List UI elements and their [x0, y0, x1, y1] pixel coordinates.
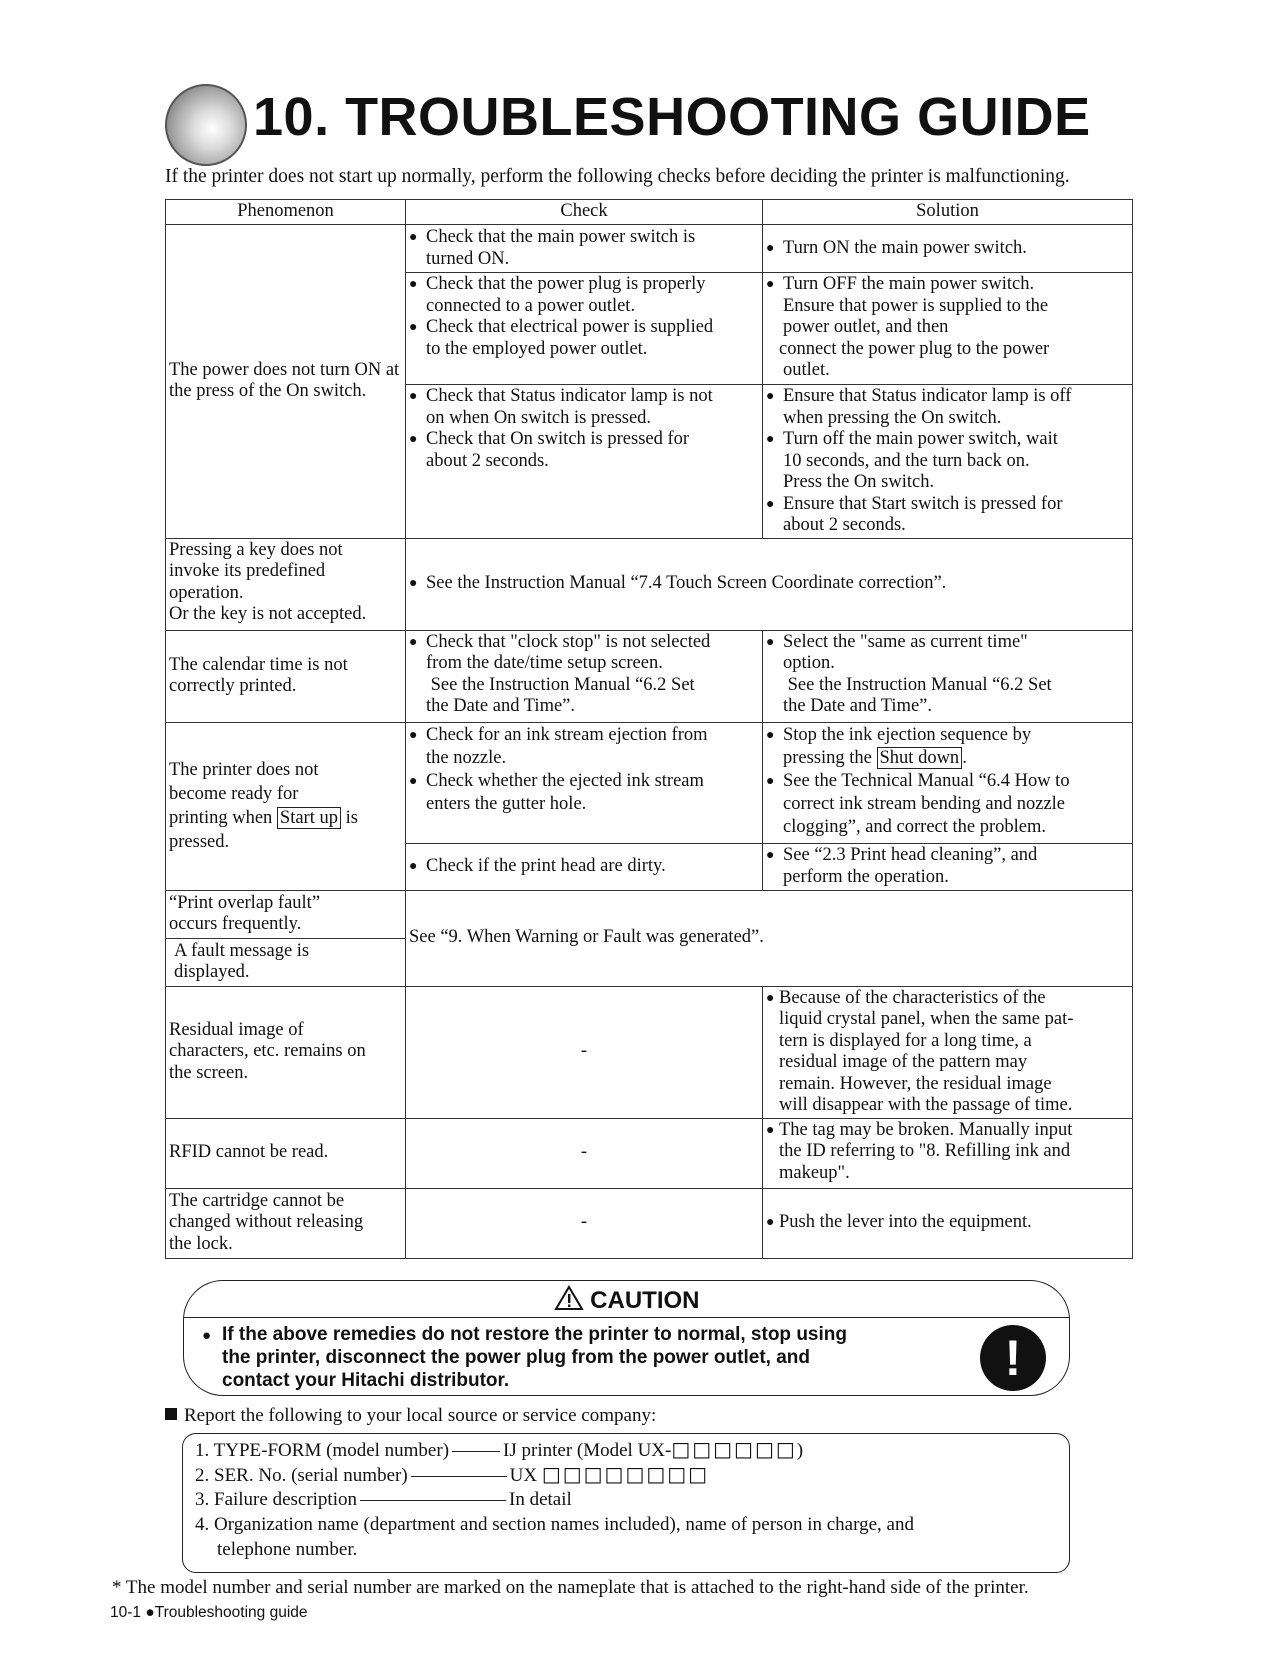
check-cell: ● Check for an ink stream ejection from the nozzle. ● Check whether the ejected ink stream enters the gutter hole. [406, 722, 763, 843]
report-item: 3. Failure description In detail [195, 1489, 572, 1510]
solution-cell: ● Because of the characteristics of the liquid crystal panel, when the same pat- tern is displayed for a long time, a residual image of the pattern may remain. However, the residual image will disappear with the passage of time. [763, 986, 1133, 1118]
table-row [166, 1118, 1133, 1188]
report-item: 4. Organization name (department and section names included), name of person in charge, and telephone number. [195, 1514, 914, 1560]
solution-cell: ● Stop the ink ejection sequence by pressing the Shut down . ● See the Technical Manual “6.4 How to correct ink stream bending and nozzle clogging”, and correct the problem. [763, 722, 1133, 843]
check-cell: ● Check that the power plug is properly connected to a power outlet. ● Check that electrical power is supplied to the employed power outlet. [406, 273, 763, 385]
check-cell: - [406, 986, 763, 1118]
check-cell: ● See the Instruction Manual “7.4 Touch Screen Coordinate correction”. [406, 538, 1133, 630]
phenomenon-fault-b: A fault message is displayed. [166, 938, 406, 986]
check-cell: ● Check that the main power switch is turned ON. [406, 225, 763, 273]
phenomenon-ready: The printer does not become ready for printing when Start up is pressed. [166, 722, 406, 890]
table-row [166, 1188, 1133, 1258]
report-intro: Report the following to your local source or service company: [165, 1405, 656, 1427]
solution-cell: ● Push the lever into the equipment. [763, 1188, 1133, 1258]
caution-text: ● If the above remedies do not restore the printer to normal, stop using the printer, disconnect the power plug from the power outlet, and contact your Hitachi distributor. [202, 1323, 962, 1392]
check-cell: See “9. When Warning or Fault was generated”. [406, 890, 1133, 986]
check-cell: - [406, 1118, 763, 1188]
solution-cell: ● Ensure that Status indicator lamp is off when pressing the On switch. ● Turn off the main power switch, wait 10 seconds, and the turn back on. Press the On switch. ● Ensure that Start switch is pressed for about 2 seconds. [763, 385, 1133, 539]
start-up-key: Start up [277, 807, 341, 829]
solution-cell: ● Turn ON the main power switch. [763, 225, 1133, 273]
phenomenon-key: Pressing a key does not invoke its predefined operation. Or the key is not accepted. [166, 538, 406, 630]
caution-heading: CAUTION [184, 1285, 1069, 1315]
intro-text: If the printer does not start up normally, perform the following checks before deciding the printer is malfunctioning. [165, 166, 1070, 187]
phenomenon-rfid: RFID cannot be read. [166, 1118, 406, 1188]
page-title: 10. TROUBLESHOOTING GUIDE [253, 87, 1091, 147]
shut-down-key: Shut down [877, 747, 963, 769]
header-phenomenon: Phenomenon [166, 200, 406, 225]
sphere-icon [165, 84, 247, 166]
report-items-box [182, 1433, 1070, 1573]
solution-cell: ● The tag may be broken. Manually input the ID referring to "8. Refilling ink and makeup". [763, 1118, 1133, 1188]
solution-cell: ● Turn OFF the main power switch. Ensure that power is supplied to the power outlet, and then connect the power plug to the power outlet. [763, 273, 1133, 385]
check-cell: ● Check if the print head are dirty. [406, 843, 763, 890]
table-row [166, 890, 1133, 938]
solution-cell: ● Select the "same as current time" option. See the Instruction Manual “6.2 Set the Date and Time”. [763, 630, 1133, 722]
check-cell: - [406, 1188, 763, 1258]
check-cell: ● Check that Status indicator lamp is not on when On switch is pressed. ● Check that On switch is pressed for about 2 seconds. [406, 385, 763, 539]
table-row [166, 538, 1133, 630]
caution-box [183, 1280, 1070, 1396]
header-solution: Solution [763, 200, 1133, 225]
phenomenon-residual: Residual image of characters, etc. remains on the screen. [166, 986, 406, 1118]
header-check: Check [406, 200, 763, 225]
phenomenon-cartridge: The cartridge cannot be changed without releasing the lock. [166, 1188, 406, 1258]
title-block [165, 80, 1165, 170]
troubleshooting-table [165, 199, 1133, 1259]
caution-divider [183, 1317, 1070, 1318]
check-cell: ● Check that "clock stop" is not selected from the date/time setup screen. See the Instruction Manual “6.2 Set the Date and Time”. [406, 630, 763, 722]
table-row [166, 630, 1133, 722]
table-row [166, 722, 1133, 843]
table-row [166, 225, 1133, 273]
table-header-row [166, 200, 1133, 225]
phenomenon-fault-a: “Print overlap fault” occurs frequently. [166, 890, 406, 938]
warning-triangle-icon [554, 1285, 584, 1311]
mandatory-action-icon: ! [980, 1325, 1046, 1391]
table-row [166, 986, 1133, 1118]
page-footer: 10-1 ●Troubleshooting guide [110, 1604, 308, 1621]
phenomenon-power: The power does not turn ON at the press of the On switch. [166, 225, 406, 539]
nameplate-note: * The model number and serial number are marked on the nameplate that is attached to the right-hand side of the printer. [112, 1577, 1029, 1598]
square-bullet-icon [165, 1408, 177, 1420]
report-item: 2. SER. No. (serial number) UX □□□□□□□□ [195, 1462, 710, 1486]
report-item: 1. TYPE-FORM (model number) IJ printer (Model UX-□□□□□□) [195, 1437, 804, 1461]
phenomenon-calendar: The calendar time is not correctly printed. [166, 630, 406, 722]
solution-cell: ● See “2.3 Print head cleaning”, and perform the operation. [763, 843, 1133, 890]
